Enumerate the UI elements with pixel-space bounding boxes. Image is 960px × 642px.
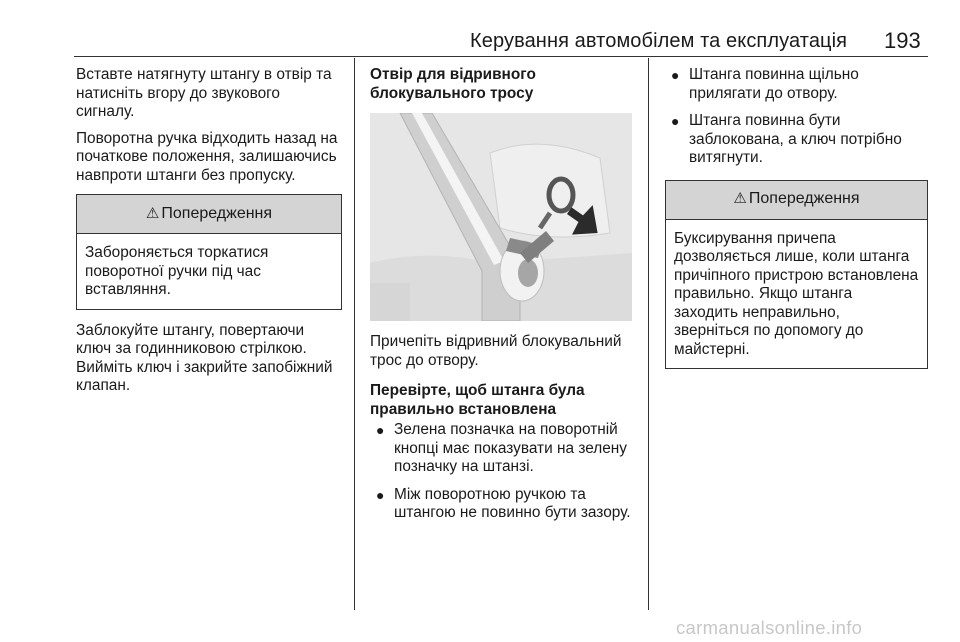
warning-box (76, 194, 342, 310)
header-rule (74, 56, 928, 57)
bullet-dot: ● (376, 422, 385, 438)
warning-header (666, 181, 927, 220)
list-item (665, 112, 928, 168)
bullet-list (665, 66, 928, 168)
warning-box (665, 180, 928, 370)
list-item-text: Зелена позначка на поворотній кнопці має показувати на зелену позначку на штанзі. (394, 421, 627, 475)
bullet-dot: ● (376, 486, 385, 503)
page-header (0, 0, 960, 56)
paragraph: Поворотна ручка відходить назад на початкове положення, залишаючись навпроти штанги без пропуску. (76, 129, 338, 184)
column-divider-1 (354, 58, 355, 610)
warning-triangle-icon: ⚠ (145, 204, 160, 222)
warning-title: Попередження (748, 190, 860, 208)
list-item (370, 486, 636, 523)
list-item-text: Між поворотною ручкою та штангою не повинно бути зазору. (394, 485, 631, 521)
warning-title: Попередження (161, 204, 273, 222)
list-item-text: Штанга повинна щільно прилягати до отвору. (689, 66, 859, 102)
column-divider-2 (648, 58, 649, 610)
warning-body: Забороняється торкатися поворотної ручки під час вставляння. (85, 244, 269, 298)
warning-header (77, 195, 341, 234)
warning-body: Буксирування причепа дозволяється лише, коли штанга причіпного пристрою встановлена правильно. Якщо штанга заходить неправильно, зверніться по допомогу до майстерні. (674, 229, 919, 358)
list-item (665, 66, 928, 103)
section-heading: Перевірте, щоб штанга була правильно встановлена (370, 382, 585, 418)
paragraph: Заблокуйте штангу, повертаючи ключ за годинниковою стрілкою. Вийміть ключ і закрийте запобіжний клапан. (76, 321, 333, 394)
paragraph: Причепіть відривний блокувальний трос до отвору. (370, 333, 622, 369)
bullet-dot: ● (671, 113, 680, 129)
paragraph: Вставте натягнуту штангу в отвір та натисніть вгору до звукового сигналу. (76, 66, 332, 120)
page-title: Керування автомобілем та експлуатація (470, 30, 848, 52)
list-item (370, 421, 636, 477)
bullet-list (370, 421, 636, 523)
page-number: 193 (884, 28, 921, 53)
watermark: carmanualsonline.info (676, 617, 863, 638)
column-2 (370, 66, 636, 531)
section-heading: Отвір для відривного блокувального тросу (370, 66, 536, 102)
list-item-text: Штанга повинна бути заблокована, а ключ потрібно витягнути. (689, 112, 902, 166)
bullet-dot: ● (671, 67, 680, 83)
column-3 (665, 66, 928, 369)
column-1 (76, 66, 342, 404)
towbar-lock-illustration (370, 113, 632, 321)
warning-triangle-icon: ⚠ (733, 190, 747, 208)
